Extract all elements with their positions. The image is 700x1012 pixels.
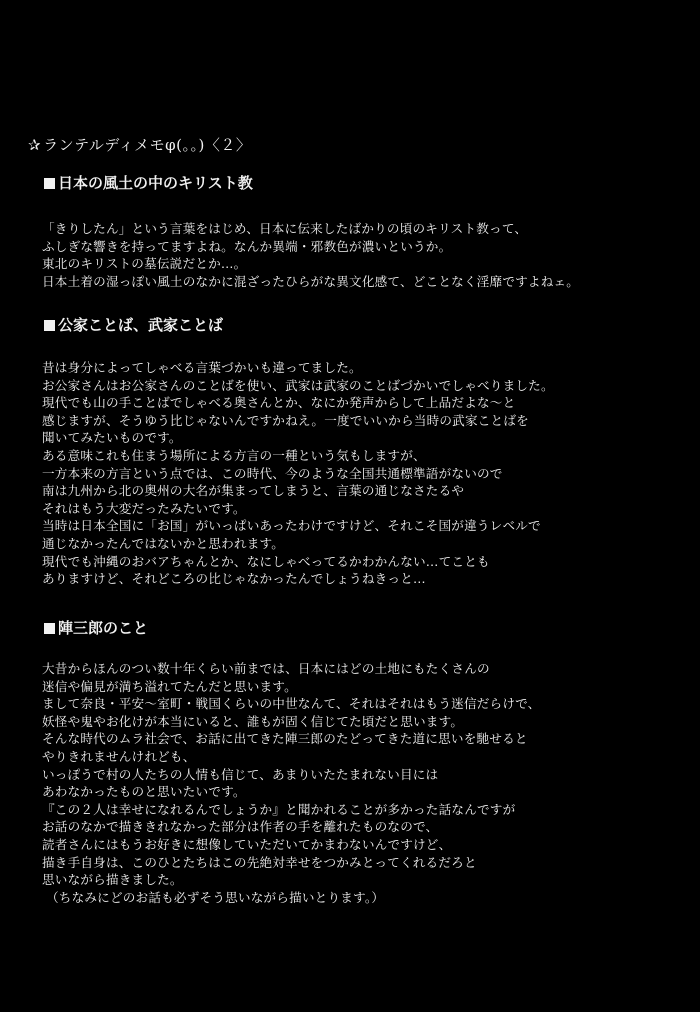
text-line: お話のなかで描ききれなかった部分は作者の手を離れたものなので、 (42, 819, 439, 835)
text-line: 読者さんにはもうお好きに想像していただいてかまわないんですけど、 (42, 836, 452, 852)
square-bullet-icon (44, 623, 55, 634)
text-line: 聞いてみたいものです。 (42, 430, 182, 446)
text-line: 現代でも山の手ことばでしゃべる奥さんとか、なにか発声からして上品だよな〜と (42, 395, 516, 411)
text-line: そんな時代のムラ社会で、お話に出てきた陣三郎のたどってきた道に思いを馳せると (42, 731, 528, 747)
page-title-text: ランテルディメモφ(。。)〈２〉 (43, 136, 252, 154)
text-line: 大昔からほんのつい数十年くらい前までは、日本にはどの土地にもたくさんの (42, 661, 490, 676)
section-kuge-buke (40, 314, 680, 588)
text-line: ある意味これも住まう場所による方言の一種という気もしますが、 (42, 447, 426, 463)
section-jinzaburo (40, 617, 680, 906)
section-heading: 日本の風土の中のキリスト教 (44, 172, 680, 193)
text-line: 描き手自身は、このひとたちはこの先絶対幸せをつかみとってくれるだろと (42, 854, 477, 870)
text-line: 東北のキリストの墓伝説だとか…。 (42, 256, 247, 272)
section-heading: 陣三郎のこと (44, 617, 680, 638)
text-line: まして奈良・平安〜室町・戦国くらいの中世なんて、それはそれはもう迷信だらけで、 (42, 696, 541, 712)
text-line: やりきれませんけれども、 (42, 748, 196, 764)
square-bullet-icon (44, 320, 55, 331)
text-line: それはもう大変だったみたいです。 (42, 500, 246, 516)
section-body (42, 359, 680, 588)
text-line: 一方本来の方言という点では、この時代、今のような全国共通標準語がないので (42, 465, 503, 481)
square-bullet-icon (44, 178, 55, 189)
text-line: 思いながら描きました。 (42, 872, 183, 888)
text-line: 「きりしたん」という言葉をはじめ、日本に伝来したばかりの頃のキリスト教って、 (42, 221, 528, 236)
text-line: （ちなみにどのお話も必ずそう思いながら描いとります。） (46, 889, 385, 905)
text-line: 昔は身分によってしゃべる言葉づかいも違ってました。 (42, 360, 362, 375)
text-line: あわなかったものと思いたいです。 (42, 784, 246, 800)
section-christianity (40, 172, 680, 290)
section-body (42, 220, 680, 290)
text-line: お公家さんはお公家さんのことばを使い、武家は武家のことばづかいでしゃべりました。 (42, 377, 554, 393)
text-line: 『この２人は幸せになれるんでしょうか』と聞かれることが多かった話なんですが (42, 801, 516, 817)
text-line: ふしぎな響きを持ってますよね。なんか異端・邪教色が濃いというか。 (42, 238, 452, 254)
text-line: 感じますが、そうゆう比じゃないんですかねえ。一度でいいから当時の武家ことばを (42, 412, 529, 428)
text-line: 迷信や偏見が満ち溢れてたんだと思います。 (42, 678, 297, 694)
section-body (42, 660, 680, 906)
section-heading: 公家ことば、武家ことば (44, 314, 680, 335)
sparkle-star-icon: ✰ (28, 136, 42, 154)
page-title (28, 134, 251, 155)
text-line: いっぽうで村の人たちの人情も信じて、あまりいたたまれない目には (42, 766, 439, 782)
text-line: ありますけど、それどころの比じゃなかったんでしょうねきっと… (42, 571, 426, 587)
text-line: 南は九州から北の奥州の大名が集まってしまうと、言葉の通じなさたるや (42, 483, 465, 499)
text-line: 日本土着の湿っぽい風土のなかに混ざったひらがな異文化感て、どことなく淫靡ですよねェ。 (42, 273, 580, 289)
text-line: 現代でも沖縄のおバアちゃんとか、なにしゃべってるかわかんない…てことも (42, 553, 490, 569)
text-line: 当時は日本全国に「お国」がいっぱいあったわけですけど、それこそ国が違うレベルで (42, 518, 541, 534)
text-line: 妖怪や鬼やお化けが本当にいると、誰もが固く信じてた頃だと思います。 (42, 713, 464, 729)
text-line: 通じなかったんではないかと思われます。 (42, 535, 285, 551)
